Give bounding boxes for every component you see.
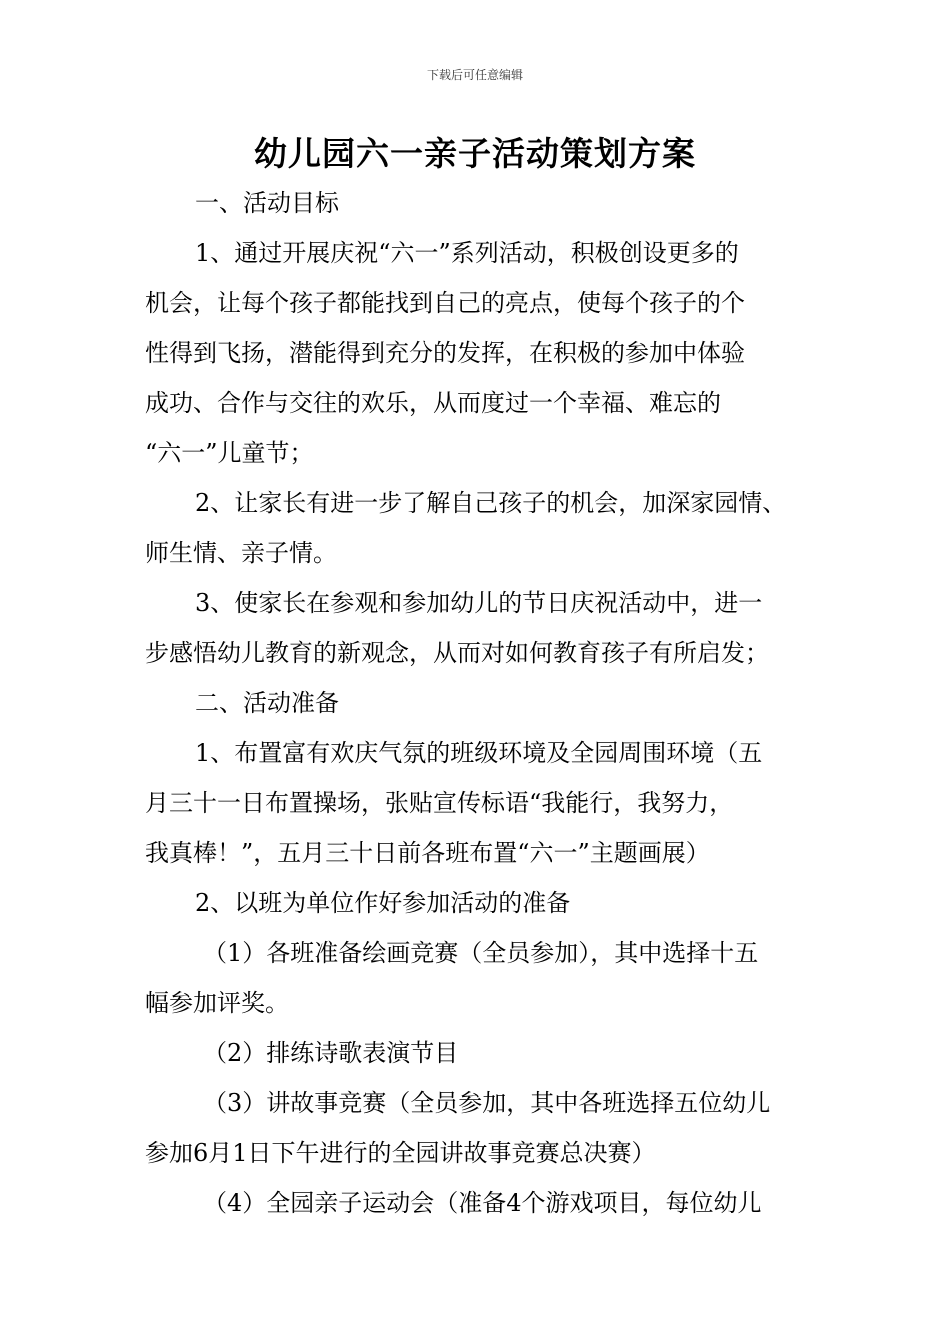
paragraph-line: 1、通过开展庆祝“六一”系列活动，积极创设更多的: [195, 239, 739, 267]
paragraph-line: （1）各班准备绘画竞赛（全员参加），其中选择十五: [203, 939, 759, 967]
paragraph-line: “六一”儿童节；: [145, 439, 314, 467]
header-note: 下载后可任意编辑: [426, 68, 523, 82]
paragraph-line: 步感悟幼儿教育的新观念，从而对如何教育孩子有所启发；: [145, 639, 769, 667]
document-title: 幼儿园六一亲子活动策划方案: [254, 134, 696, 173]
paragraph-line: 3、使家长在参观和参加幼儿的节日庆祝活动中，进一: [195, 589, 763, 617]
section-heading: 一、活动目标: [195, 189, 339, 217]
paragraph-line: （4）全园亲子运动会（准备4个游戏项目，每位幼儿: [203, 1189, 762, 1217]
paragraph-line: 幅参加评奖。: [145, 989, 289, 1017]
paragraph-line: 我真棒！”，五月三十日前各班布置“六一”主题画展）: [145, 839, 710, 867]
paragraph-line: 性得到飞扬，潜能得到充分的发挥，在积极的参加中体验: [145, 339, 745, 367]
paragraph-line: 2、让家长有进一步了解自己孩子的机会，加深家园情、: [195, 489, 787, 517]
paragraph-line: 月三十一日布置操场，张贴宣传标语“我能行，我努力，: [145, 789, 734, 817]
paragraph-line: （2）排练诗歌表演节目: [203, 1039, 459, 1067]
document-body: [145, 178, 820, 1228]
paragraph-line: 机会，让每个孩子都能找到自己的亮点，使每个孩子的个: [145, 289, 745, 317]
paragraph-line: 成功、合作与交往的欢乐，从而度过一个幸福、难忘的: [145, 389, 721, 417]
paragraph-line: 1、布置富有欢庆气氛的班级环境及全园周围环境（五: [195, 739, 763, 767]
paragraph-line: 师生情、亲子情。: [145, 539, 337, 567]
section-heading: 二、活动准备: [195, 689, 339, 717]
paragraph-line: 2、以班为单位作好参加活动的准备: [195, 889, 571, 917]
paragraph-line: （3）讲故事竞赛（全员参加，其中各班选择五位幼儿: [203, 1089, 771, 1117]
paragraph-line: 参加6月1日下午进行的全园讲故事竞赛总决赛）: [145, 1139, 656, 1167]
